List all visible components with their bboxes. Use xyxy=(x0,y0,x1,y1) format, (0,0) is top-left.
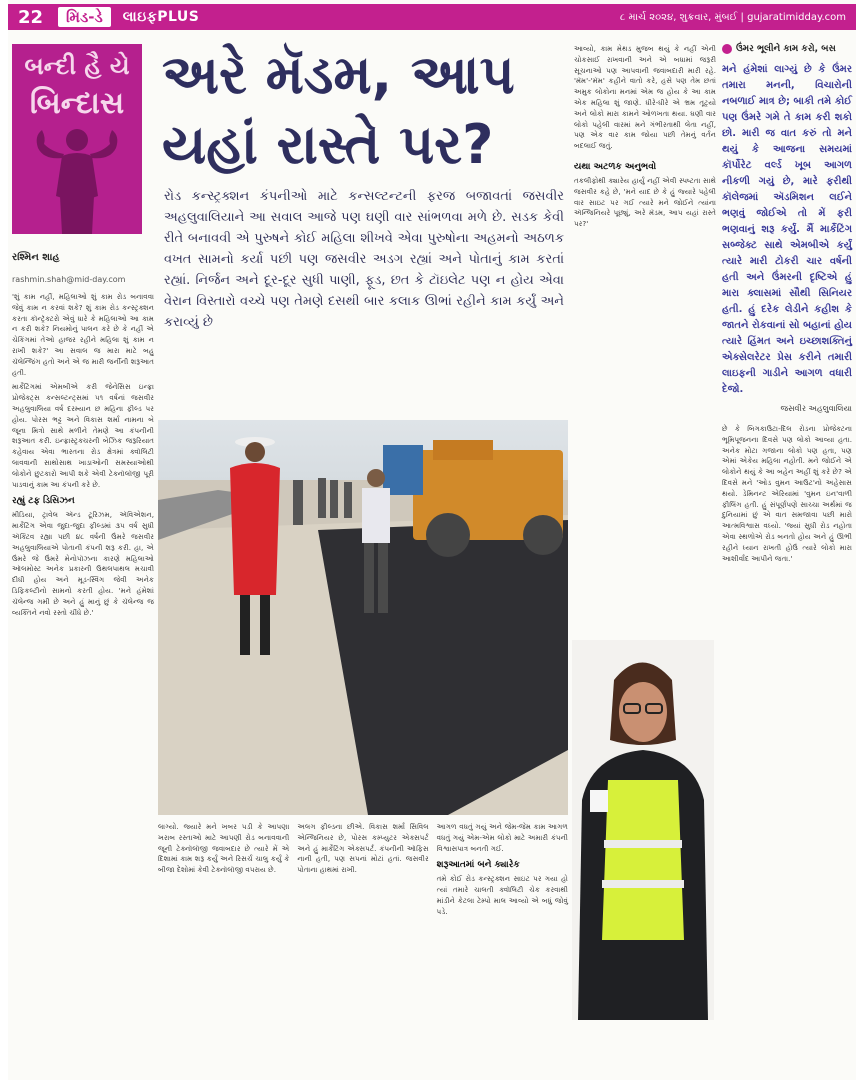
left-paragraph-1: 'શું કામ નહીં, મહિલાઓ શું કામ રોડ બનાવવા જેવું કામ ન કરવાં શકે? શું કામ રોડ કન્સ્ટ્રક્શન કરતા કૉન્ટ્રૅક્ટરો એવું ધારે કે મહિલાઓ આ કામ ન કરી શકે? નિયમોનું પાલન કરે છે કે નહીં એ ચેકિંગમાં તેઓ હાજર રહીને મહિલા શું કામ ન રાખી શકે?' આ સવાલ જ મારા માટે બહુ ચૅલેન્જિંગ હતો અને એ જ મારી જર્નીની શરૂઆત હતી. xyxy=(12,292,154,377)
article-deck: રોડ કન્સ્ટ્રક્શન કંપનીઓ માટે કન્સલ્ટન્ટની ફરજ બજાવતાં જસવીર અહલુવાલિયાને આ સવાલ આજે પણ ઘણી વાર સાંભળવા મળે છે. સડક કેવી રીતે બનાવવી એ પુરુષને કોઈ મહિલા શીખવે એવા પુરુષોના અહમનો અઠળક વખત સામનો કર્યા પછી પણ જસવીર અડગ રહ્યાં અને પોતાનું કામ કરતાં રહ્યાં. નિર્જન અને દૂર-દૂર સુધી પાણી, ફૂડ, છત કે ટૉઇલેટ પણ ન હોય એવા વેરાન વિસ્તારો વચ્ચે પણ તેમણે દસથી બાર કલાક ઊભાં રહીને કામ કર્યું અને કરાવ્યું છે xyxy=(164,189,564,330)
bottom-column-3: આગળ વધતું ગયું અને જેમ-જેમ કામ આગળ વધતું ગયું એમ-એમ લોકો માટે અમારી કંપની વિશ્વાસપાત્ર બનતી ગઈ. xyxy=(436,822,568,853)
right-paragraph: છે કે બિગકાઉટા-દિલ રોડના પ્રોજેક્ટના ભૂમિપૂજનના દિવસે પણ લોકો આવ્યા હતા. અનેક મોટા ગજાના લોકો પણ હતા, પણ એમાં એકેય મહિલા નહોતી. મને જોઈને એ લોકોને થયું કે આ બહેન અહીં શું કરે છે? એ દિવસે મને 'ઓડ વુમન આઉટ'નો અહેસાસ થયો. ડેમિનન્ટ એરિયામાં 'વુમન ઇન'વાળી ફીલિંગ હતી. હું સંપૂર્ણપણે સાચ્ચા અર્થમાં જ દુનિયામાં છું એ વાત સમજાવા પછી મારો આત્મવિશ્વાસ વધ્યો. 'જ્યાં સુધી રોડ નહોતા એવા સ્થળોએ રોડ બનતો હોય અને હું ઊભી રહીને ધ્યાન રાખતી હોઉં ત્યારે લોકો મારા આશીર્વાદ આપીને જતા.' xyxy=(722,424,852,563)
quote-signature: જસવીર અહલુવાલિયા xyxy=(780,404,852,413)
column-logo xyxy=(12,44,142,234)
left-paragraph-3: મીડિયા, ટ્રાવેલ ઍન્ડ ટૂરિઝમ, ઍવિએશન, માર્કેટિંગ એવા જુદા-જુદા ફીલ્ડમાં ૩૫ વર્ષ સુધી ઍક્ટિવ રહ્યા પછી ૪૮ વર્ષની ઉંમરે જસવીર અહલુવાલિયાએ પોતાની કંપની શરૂ કરી. હા, એ ઉંમરે જે ઉંમરે મેનોપૉઝના કારણે મહિલાઓ ઑલમોસ્ટ અનેક પ્રકારની ઉથલપાથલ મચાવી દીધી હોય અને મૂડ-સ્વિંગ જેવી અનેક ડિફિકલ્ટીનો સામનો કરતી હોય. 'મને હંમેશાં ચૅલેન્જ ગમી છે અને હું માનું છું કે ચૅલેન્જ જ વ્યક્તિને નવો રસ્તો ચીંધે છે.' xyxy=(12,510,154,617)
column-logo-line1: બન્દી હૈ યે xyxy=(24,52,130,80)
quote-box-title: ઉંમર ભૂલીને કામ કરો, બસ xyxy=(722,44,852,54)
middle-paragraph-1: આવ્યો, કામ મેથડ મુજબ થયું કે નહીં એની ચોકસાઈ રાખવાની અને એ બધામાં જરૂરી સૂચનાઓ પણ આપવાની જવાબદારી મારી રહે. 'મૅમ'-'મૅમ' કહીને વાતો કરે, હસે પણ તેમ છતાં અમુક લોકોના મનમાં એમ જ હોય કે આ કામ એક મહિલા શું જાણે. ધીરે-ધીરે એ ભ્રમ તૂટ્યો અને લોકો મારા કામને ઓળખતા થયા. ઘણી વાર લોકો પહેલી વારમાં મને ગંભીરતાથી લેતા નહીં, પણ એક વાર કામ જોયા પછી તેમનું વર્તન બદલાઈ જતું. xyxy=(574,44,716,151)
section-title: લાઇફPLUS xyxy=(122,9,200,25)
portrait-photo xyxy=(572,640,714,1020)
bullet-dot-icon xyxy=(722,44,732,54)
paper-logo: મિડ-ડે xyxy=(58,7,111,27)
column-logo-line2: બિન્દાસ xyxy=(29,86,125,121)
pull-quote: મને હંમેશાં લાગ્યું છે કે ઉંમર તમારા મનની, વિચારોની નબળાઈ માત્ર છે; બાકી તમે કોઈ પણ ઉંમરે ગમે તે કામ કરી શકો છો. મારી જ વાત કરું તો મને થયું કે આજના સમયમાં કૉર્પોરેટ વર્લ્ડ ખૂબ આગળ નીકળી ગયું છે, મારે ફરીથી કૉલેજમાં ઍડમિશન લઈને ભણવું જોઈએ તો મેં ફરી ભણવાનું શરૂ કર્યું. મૈં માર્કેટિંગ સબ્જેક્ટ સાથે એમબીએ કર્યું ત્યારે મારી ટોકરી ચાર વર્ષની હતી અને ઉંમરની દૃષ્ટિએ હું મારા ક્લાસમાં સૌથી સિનિયર હતી. હું દરેક લેડીને કહીશ કે જાતને રોકવાનાં સો બહાનાં હોય ત્યારે હિંમત અને ઇચ્છાશક્તિનું એક્સેલરેટર પ્રેસ કરીને તમારી લાઇફની ગાડીને આગળ વધારી દેજો. xyxy=(722,64,852,395)
flexing-woman-icon xyxy=(22,126,132,234)
masthead-bar xyxy=(8,4,856,30)
issue-date: ૮ માર્ચ ૨૦૨૪, શુક્રવાર, મુંબઈ | gujaratimidday.com xyxy=(619,11,846,23)
page-number: 22 xyxy=(18,6,44,28)
bottom-text-columns xyxy=(158,822,568,918)
bottom-subhead: શરૂઆતમાં બને ક્યારેક xyxy=(436,860,520,871)
left-subhead: રહ્યું ટફ ડિસિઝન xyxy=(12,496,75,507)
author-name: રશ્મિન શાહ xyxy=(12,252,60,263)
right-column xyxy=(722,44,852,564)
middle-paragraph-2: તકલીફોથી ક્યારેય હાર્યું નહીં એવી સ્પષ્ટતા સાથે જસવીર કહે છે, 'મને યાદ છે કે હું જ્યારે પહેલી વાર સાઇટ પર ગઈ ત્યારે મને જોઈને ત્યાંના ઍન્જિનિયરે પૂછ્યું, અરે મૅડમ, આપ યહાં રાસ્તે પર?' xyxy=(574,175,716,229)
website-link[interactable]: gujaratimidday.com xyxy=(747,11,846,23)
left-paragraph-2: માર્કેટિંગમાં એમબીએ કરી જેનેસિસ ઇન્ફ્રા પ્રોજેક્ટ્સ કન્સલ્ટન્ટ્સમાં ૫૧ વર્ષનાં જસવીર અહલુવાલિયા વર્ષ દરમ્યાન છ મહિના ફીલ્ડ પર હોય. પોરસ ભટ્ટ અને વિકાસ શર્મા નામના બે જૂના મિત્રો સાથે મળીને તેમણે આ કંપનીની શરૂઆત કરી. ઇન્ફ્રાસ્ટ્રક્ચરની બેઝિક જરૂરિયાત કહેવાય એવા ભારતના રોડ ક્ષેત્રમાં ક્વૉલિટી લાવવાની સાથોસાથ ખાડાઓની સમસ્યાઓથી લોકોને છુટકારો આપી શકે એવી ટેક્નૉલૉજી પૂરી પાડવાનું કામ આ કંપની કરે છે. xyxy=(12,382,154,489)
middle-subhead: યથા અટળક અનુભવો xyxy=(574,161,657,172)
author-email[interactable]: rashmin.shah@mid-day.com xyxy=(12,275,126,284)
bottom-column-1: લાગ્યો. જ્યારે મને ખબર પડી કે આપણા ખરાબ રસ્તાઓ માટે આપણી રોડ બનાવવાની જૂની ટેક્નૉલૉજી જવાબદાર છે ત્યારે મેં એ દિશામાં કામ શરૂ કર્યું અને રિસર્ચ ચાલુ કર્યું કે બીજા દેશોમાં કેવી ટેક્નૉલૉજી વપરાય છે. xyxy=(158,822,290,875)
road-construction-photo xyxy=(158,420,568,815)
main-article-head xyxy=(158,40,570,333)
bottom-column-3b: તમે કોઈ રોડ કન્સ્ટ્રક્શન સાઇટ પર ગયા હો ત્યાં તમારે ચાલતી ક્વૉલિટી ચેક કરવાથી માંડીને કેટલા ટેમ્પો માલ આવ્યો એ બધું જોવું પડે. xyxy=(436,874,568,916)
bottom-column-2: અલગ ફીલ્ડના છીએ. વિકાસ શર્મા સિવિલ એન્જિનિયર છે, પોરસ કમ્પ્યુટર એક્સપર્ટ અને હું માર્કેટિંગ એક્સપર્ટ. કંપનીની ઑફિસ નાની હતી, પણ સપનાં મોટાં હતાં. જસવીર પોતાના હાથમાં રાખી. xyxy=(297,822,429,875)
left-column xyxy=(12,44,154,1044)
article-headline: અરે મૅડમ, આપ યહાં રાસ્તે પર? xyxy=(162,43,515,176)
middle-column xyxy=(574,44,716,230)
